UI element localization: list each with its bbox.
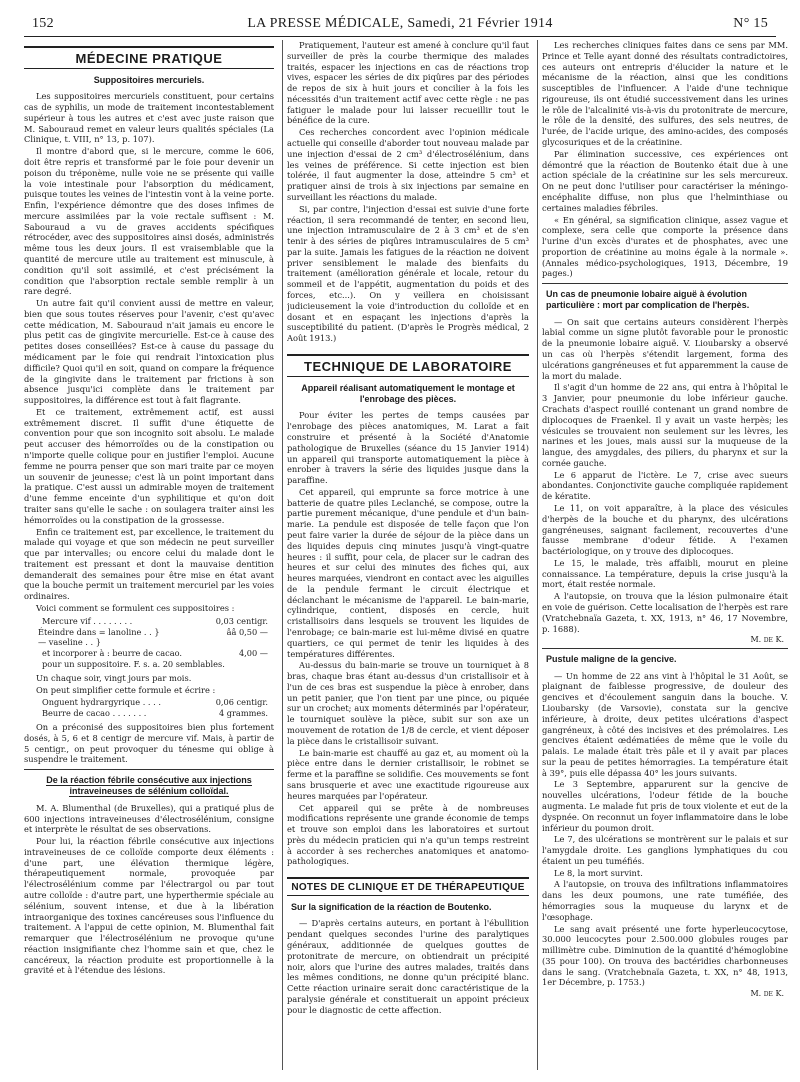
section-rubric-notes-clinique: NOTES DE CLINIQUE ET DE THÉRAPEUTIQUE <box>287 877 529 896</box>
paragraph: Le 7, des ulcérations se montrèrent sur le palais et sur l'amygdale droite. Les ganglions lymphatiques du cou étaient un peu tuméfiés. <box>542 834 788 866</box>
formula-line: Onguent hydrargyrique . . . . 0,06 centigr. <box>42 697 268 708</box>
paragraph: On peut simplifier cette formule et écrire : <box>36 684 216 695</box>
paragraph: Cet appareil, qui emprunte sa force motrice à une batterie de quatre piles Leclanché, se compose, outre la partie purement mécanique, d'une pendule et d'un bain-marie. La pendule est disposée de telle façon que l'on peut faire varier la durée de séjour de la pièce dans un des liquides depuis cinq minutes jusqu'à vingt-quatre heures : il suffit, pour cela, de placer sur le cadran des heures et sur celui des minutes des fiches qui, aux heures marquées, viendront en contact avec les aiguilles de la pendule fermant le circuit électrique et déclanchant le mécanisme de l'appareil. Le bain-marie, cylindrique, contient, disposés en cercle, huit cristallisoirs dans lesquels se trouvent les liquides de l'enrobage; ce bain-marie est lui-même divisé en quatre quartiers, ce qui permet de tenir les liquides à des températures différentes. <box>287 486 529 659</box>
section-rubric-technique: TECHNIQUE DE LABORATOIRE <box>287 354 529 377</box>
article-divider <box>542 648 788 649</box>
prescription-formula-1 <box>24 616 274 670</box>
paragraph: A l'autopsie, on trouva que la lésion pulmonaire était en voie de guérison. Cette localisation de l'herpès est rare (Vratchebnaïa Gazeta, t. XX, 1913, n° 46, 17 Novembre, p. 1688). <box>542 591 788 634</box>
paragraph: Il s'agit d'un homme de 22 ans, qui entra à l'hôpital le 3 Janvier, pour pneumonie du lobe inférieur gauche. Crachats d'aspect rouillé contenant un grand nombre de diplocoques de Fraenkel. Il y avait un vaste herpès; les vésicules se trouvaient non seulement sur les lèvres, les narines et les joues, mais aussi sur la muqueuse de la langue, des amygdales, des piliers, du pharynx et sur la cornée gauche. <box>542 382 788 468</box>
paragraph: On a préconisé des suppositoires bien plus fortement dosés, à 5, 6 et 8 centigr de mercure vif. Mais, à partir de 5 centigr., on peut provoquer du ténesme qui oblige à suspendre le traitement. <box>24 722 274 765</box>
formula-line: Beurre de cacao . . . . . . . 4 grammes. <box>42 708 268 719</box>
paragraph: Cet appareil qui se prête à de nombreuses modifications représente une grande économie de temps et trouve son emploi dans les laboratoires et surtout près du médecin praticien qui n'a qu'un temps restreint à accorder à ses recherches anatomiques et anatomo-pathologiques. <box>287 802 529 867</box>
paragraph: — Un homme de 22 ans vint à l'hôpital le 31 Août, se plaignant de faiblesse progressive, de douleur des gencives et d'écoulement sanguin dans la bouche. V. Lioubarsky (de Varsovie), constata sur la gencive inférieure, à droite, deux petites ulcérations d'aspect gangréneux, à côté des incisives et des prémolaires. Les gencives étaient œdématiées de même que le voile du palais. Le malade était très pâle et il y avait par places sur la peau de petites hémorragies. La température était à 39°, puis elle dépassa 40° les jours suivants. <box>542 670 788 778</box>
author-signoff: M. de K. <box>750 635 784 645</box>
paragraph: Pratiquement, l'auteur est amené à conclure qu'il faut surveiller de près la courbe thermique des malades traités, espacer les injections en cas de réactions trop vives, espacer les séries de dix piqûres par des périodes de repos de six à huit jours et concilier à la fois les nécessités d'un traitement actif avec cette règle : ne pas fatiguer le malade pour lui laisser recueillir tout le bénéfice de la cure. <box>287 40 529 126</box>
paragraph: Le bain-marie est chauffé au gaz et, au moment où la pièce entre dans le dernier cristallisoir, le robinet se ferme et la paraffine se solidifie. Ces mouvements se font sans brusquerie et avec une exactitude rigoureuse aux heures marquées par l'opérateur. <box>287 747 529 801</box>
paragraph: Au-dessus du bain-marie se trouve un tourniquet à 8 bras, chaque bras étant au-dessus d'un cristallisoir et à l'un de ces bras est suspendue la pièce à enrober, dans un petit panier, que l'on tient par une pince, ou piquée sur un crochet; aux moments déterminés par l'opérateur, le tourniquet soulève la pièce, subit sur son axe un mouvement de rotation de 1/8 de cercle, et vient déposer la pièce dans le cristallisoir suivant. <box>287 660 529 746</box>
paragraph: Un chaque soir, vingt jours par mois. <box>36 672 192 683</box>
paragraph: Enfin ce traitement est, par excellence, le traitement du malade qui voyage et que son médecin ne peut surveiller que par intervalles; ou encore celui du malade dont le traitement est pressant et dont la mauvaise dentition demanderait des semaines pour être mise en état avant que la bouche permit un traitement mercuriel par les voies ordinaires. <box>24 526 274 602</box>
paragraph: — D'après certains auteurs, en portant à l'ébullition pendant quelques secondes l'urine des paralytiques généraux, additionnée de quelques gouttes de protonitrate de mercure, on obtiendrait un précipité noir, alors que l'urine des autres malades, traités dans les mêmes conditions, ne donne qu'un précipité blanc. Cette réaction urinaire serait donc caractéristique de la paralysie générale et constituerait un appoint précieux pour le diagnostic de cette affection. <box>287 918 529 1015</box>
paragraph: Pour lui, la réaction fébrile consécutive aux injections intraveineuses de ce colloïde comporte deux éléments : d'une part, une élévation thermique légère, thérapeutiquement normale, provoquée par l'électrosélénium comme par l'électrargol ou par tout autre colloïde : d'autre part, une hyperthermie spéciale au sélénium, souvent intense, et due à la libération intraorganique des toxines cancéreuses sous l'influence du traitement. A l'appui de cette opinion, M. Blumenthal fait remarquer que l'électrosélénium ne provoque qu'une réaction insignifiante chez l'homme sain et que, chez le cancéreux, la réaction produite est proportionnelle à la gravité et à l'étendue des lésions. <box>24 836 274 976</box>
page-number: 152 <box>32 16 54 31</box>
paragraph: Les suppositoires mercuriels constituent, pour certains cas de syphilis, un mode de traitement incontestablement supérieur à tous les autres et c'est avec juste raison que M. Sabouraud remet en valeur leurs qualités spéciales (La Clinique, t. VIII, n° 13, p. 107). <box>24 91 274 145</box>
paragraph: Il montre d'abord que, si le mercure, comme le 606, doit être repris et transformé par le foie pour devenir un poison du tréponème, nulle voie ne se présente qui vaille la voie intestinale pour l'absorption du médicament, puisque toutes les veines de l'intestin vont à la veine porte. Enfin, l'expérience démontre que des doses infimes de mercure assimilées par la voie rectale suffisent : M. Sabouraud a vu de graves accidents spécifiques rétrocéder, avec des suppositoires ainsi dosés, administrés même tous les deux jours. Il est vraisemblable que la quantité de mercure utile au traitement est minuscule, à condition qu'il soit assimilé, et c'est précisément la condition que l'absorption rectale semble remplir à un rare degré. <box>24 146 274 297</box>
paragraph: Le 6 apparut de l'ictère. Le 7, crise avec sueurs abondantes. Conjonctivite gauche compliquée rapidement de kératite. <box>542 469 788 502</box>
formula-line: — vaseline . . } <box>38 637 101 648</box>
paragraph: Le 15, le malade, très affaibli, mourut en pleine connaissance. La température, depuis la crise jusqu'à la mort, était restée normale. <box>542 557 788 590</box>
paragraph: Le 3 Septembre, apparurent sur la gencive de nouvelles ulcérations, l'odeur fétide de la bouche augmenta. Le malade fut pris de toux violente et eut de la dyspnée. On reconnut un foyer inflammatoire dans le lobe inférieur du poumon droit. <box>542 779 788 833</box>
masthead-title: LA PRESSE MÉDICALE, Samedi, 21 Février 1914 <box>247 16 553 31</box>
formula-line: pour un suppositoire. F. s. a. 20 semblables. <box>42 659 225 670</box>
formula-line: Éteindre dans = lanoline . . } ââ 0,50 — <box>38 626 268 637</box>
paragraph: Pour éviter les pertes de temps causées par l'enrobage des pièces anatomiques, M. Larat a fait construire et présenté à la Société d'Anatomie pathologique de Bruxelles (séance du 15 Janvier 1914) un appareil qui transporte automatiquement la pièce à enrober à travers la série des liquides jusque dans la paraffine. <box>287 410 529 486</box>
paragraph: A l'autopsie, on trouva des infiltrations inflammatoires dans les deux poumons, une rate tuméfiée, des hémorragies sous la muqueuse du larynx et de l'œsophage. <box>542 879 788 922</box>
article-title-suppositoires: Suppositoires mercuriels. <box>93 75 205 85</box>
prescription-formula-2 <box>24 697 274 719</box>
formula-line: et incorporer à : beurre de cacao. 4,00 — <box>42 648 268 659</box>
issue-number: N° 15 <box>733 16 768 31</box>
paragraph: Le 11, on voit apparaître, à la place des vésicules d'herpès de la bouche et du pharynx, des ulcérations gangréneuses, saignant facilement, recouvertes d'une fausse membrane d'odeur fétide. A l'examen bactériologique, on y trouve des diplocoques. <box>542 502 788 557</box>
page-header <box>24 14 776 37</box>
paragraph: Et ce traitement, extrêmement actif, est aussi extrêmement discret. Il suffit d'une étiquette de convention pour que son incognito soit absolu. Le malade peut accuser des hémorroïdes ou de la constipation ou n'importe quelle colique pour en justifier l'emploi. Aucune femme ne pourra penser que son mari traite par ce moyen un souvenir de jeunesse; c'est là un point important dans la pratique. C'est aussi un admirable moyen de traitement d'une femme enceinte d'un syphilitique et qu'on doit traiter sans qu'elle le sache : on soulagera traiter ainsi les hémorroïdes ou la constipation de la grossesse. <box>24 406 274 525</box>
section-rubric-medecine: MÉDECINE PRATIQUE <box>24 46 274 69</box>
article-title-pustule: Pustule maligne de la gencive. <box>546 654 677 665</box>
paragraph: — On sait que certains auteurs considèrent l'herpès labial comme un signe plutôt favorable pour le pronostic de la pneumonie lobaire aiguë. V. Lioubarsky a observé un cas où l'herpès s'étendit largement, forma des ulcérations gangréneuses et fut apparemment la cause de la mort du malade. <box>542 316 788 381</box>
formula-line: Mercure vif . . . . . . . . 0,03 centigr. <box>42 615 268 626</box>
paragraph: Les recherches cliniques faites dans ce sens par MM. Prince et Telle ayant donné des résultats contradictoires, ces auteurs ont entrepris d'élucider la nature et le mécanisme de la réaction, ainsi que les conditions susceptibles de l'influencer. A l'aide d'une technique rigoureuse, ils ont étudié successivement dans les urines le rôle de l'alcalinité vis-à-vis du protonitrate de mercure, le rôle de la densité, des sulfures, des sels neutres, de l'urée, de l'acide urique, des amino-acides, des composés glycosuriques et de la créatinine. <box>542 40 788 148</box>
paragraph: Un autre fait qu'il convient aussi de mettre en valeur, bien que sous toutes réserves pour l'avenir, c'est qu'avec cette médication, M. Sabouraud n'ait jamais eu encore le plus petit cas de gingivite mercurielle. Est-ce à cause des petites doses conseillées? Est-ce à cause du passage du médicament par le foie qui rendrait l'intoxication plus difficile? Quoi qu'il en soit, quand on compare la fréquence de la gingivite dans le traitement par frictions à son absence jusqu'ici complète dans le traitement par suppositoires, la différence est tout à fait flagrante. <box>24 298 274 406</box>
article-title-boutenko: Sur la signification de la réaction de Boutenko. <box>291 902 492 913</box>
paragraph: Ces recherches concordent avec l'opinion médicale actuelle qui conseille d'aborder tout nouveau malade par une injection d'essai de 2 cm³ d'électrosélénium, dans les veines de préférence. Si cette injection est bien tolérée, il faut augmenter la dose, atteindre 5 cm³ et pratiquer ainsi de trois à six injections par semaine en surveillant les réactions du malade. <box>287 127 529 202</box>
column-left <box>24 40 283 1070</box>
paragraph: « En général, sa signification clinique, assez vague et complexe, sera celle que comporte la présence dans l'urine d'un excès d'urates et de phosphates, avec une proportion de créatinine au moins égale à la normale ». (Annales médico-psychologiques, 1913, Décembre, 19 pages.) <box>542 214 788 279</box>
column-middle <box>287 40 538 1070</box>
article-divider <box>542 283 788 284</box>
paragraph: Le 8, la mort survint. <box>554 867 643 878</box>
article-title-appareil: Appareil réalisant automatiquement le montage et l'enrobage des pièces. <box>301 382 515 405</box>
paragraph: M. A. Blumenthal (de Bruxelles), qui a pratiqué plus de 600 injections intraveineuses d'électrosélénium, consigne et interprète le résultat de ses observations. <box>24 802 274 835</box>
paragraph: Le sang avait présenté une forte hyperleucocytose, 30.000 leucocytes pour 2.500.000 globules rouges par millimètre cube. Diminution de la quantité d'hémoglobine (35 pour 100). On trouva des bactéridies charbonneuses dans le sang. (Vratchebnaïa Gazeta, t. XX, n° 48, 1913, 1er Décembre, p. 1753.) <box>542 923 788 988</box>
paragraph: Si, par contre, l'injection d'essai est suivie d'une forte réaction, il sera recommandé de tenter, en second lieu, une injection intramusculaire de 2 à 3 cm³ et de s'en tenir à des séries de piqûres intramusculaires de 5 cm³ par la suite. Jamais les fatigues de la réaction ne doivent priver sensiblement le malade des bienfaits du traitement (amélioration générale et locale, retour du sommeil et de l'appétit, augmentation du poids et des forces, etc...). On y veillera en choisissant judicieusement la voie d'introduction du colloïde et en dosant et en espaçant les injections d'après la susceptibilité du patient. (D'après le Progrès médical, 2 Août 1913.) <box>287 203 529 344</box>
article-divider <box>24 769 274 770</box>
article-title-selenium: De la réaction fébrile consécutive aux injections intraveineuses de sélénium colloïdal. <box>46 775 252 797</box>
paragraph: Par élimination successive, ces expériences ont démontré que la réaction de Boutenko était due à une action spéciale de la créatinine sur les sels mercureux. On ne peut donc l'utiliser pour caractériser la méningo-encéphalite diffuse, non plus que l'helminthiase ou certaines maladies fébriles. <box>542 148 788 213</box>
paragraph: Voici comment se formulent ces suppositoires : <box>36 602 235 613</box>
column-right <box>542 40 788 1070</box>
author-signoff: M. de K. <box>750 989 784 999</box>
article-title-pneumonie: Un cas de pneumonie lobaire aiguë à évolution particulière : mort par complication de l'herpès. <box>546 289 750 311</box>
